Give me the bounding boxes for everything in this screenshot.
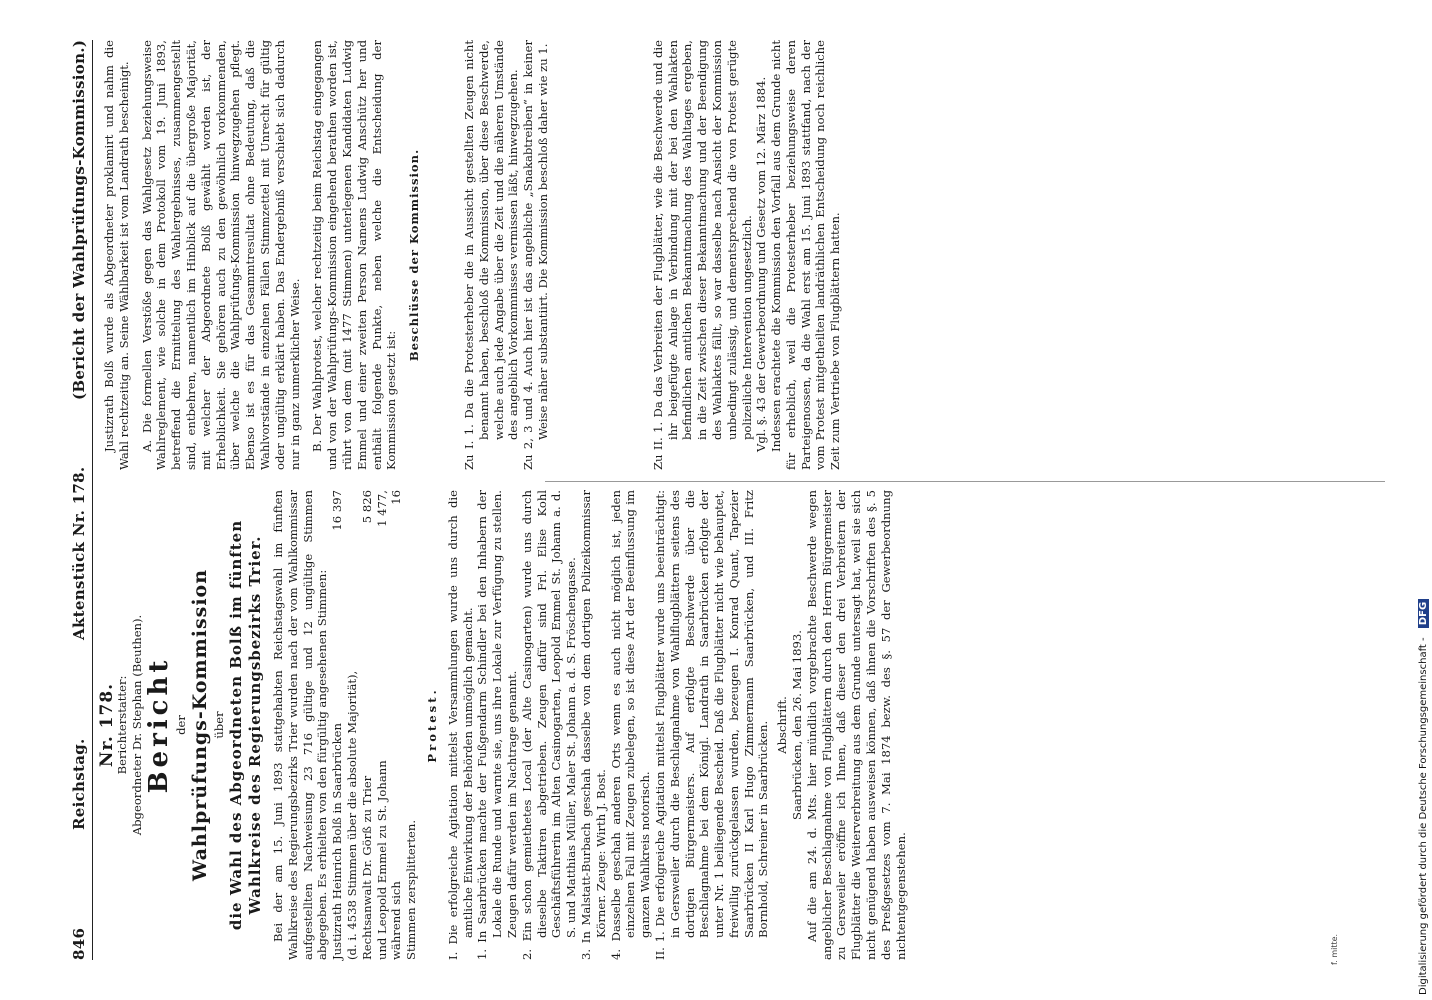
vote-row [375,490,390,960]
vote-list [330,490,419,960]
vote-row [330,490,345,960]
abschrift-label: Abschrift. [775,696,790,754]
opening-paragraph: Justizrath Bolß wurde als Abgeordneter proklamirt und nahm die Wahl rechtzeitig an. Seine Wählbarkeit ist vom Landrath bescheinigt. [102,40,131,470]
decision-ii1: Zu II. 1. Da das Verbreiten der Flugblätter, wie die Beschwerde und die ihr beigefügte Anlage in Verbindung mit der bei den Wahlakten befindlichen amtlichen Bekanntmachung des Wahltages ergeben, in die Zeit zwischen dieser Bekanntmachung und der Beendigung des Wahlaktes fällt, so war dasselbe nach Ansicht der Kommission unbedingt zulässig, und dementsprechend die von Protest gerügte polizeiliche Intervention ungesetzlich. [650,40,754,470]
document-number: Nr. 178. [97,682,117,768]
vote-value: 16 [389,490,404,505]
commission-title: Wahlprüfungs-Kommission [189,568,212,882]
vote-name: Rechtsanwalt Dr. Görß zu Trier [359,775,374,960]
dfg-logo: DFG [1418,599,1429,628]
header-aktenstueck: Aktenstück Nr. 178. [70,466,88,640]
column-right [102,40,843,470]
decision-i234: Zu 2, 3 und 4. Auch hier ist das angebliche „Snakabtreiben“ in keiner Weise näher substantiirt. Die Kommission beschloß daher wie zu 1. [521,40,550,470]
vote-value: 1 477, [374,490,389,527]
protest-item: II. 1. Die erfolgreiche Agitation mittelst Flugblätter wurde uns beeinträchtigt: in Gersweiler durch die Beschlagnahme von Wahlflugblättern seitens des dortigen Bürgermeisters. Auf erfolgte Beschwerde über die Beschlagnahme bei dem Königl. Landrath in Saarbrücken erfolgte der unter Nr. 1 beiliegende Bescheid. Daß die Flugblätter nicht wie behauptet, freiwillig zurückgelassen wurden, bezeugen I. Konrad Quant, Tapezier Saarbrücken II Karl Hugo Zimmermann Saarbrücken, und III. Fritz Bornhold, Schreiner in Saarbrücken. [652,490,771,960]
protest-heading: Protest. [424,687,439,763]
protest-item: 4. Dasselbe geschah anderen Orts wenn es auch nicht möglich ist, jeden einzelnen Fall mit Zeugen zubelegen, so ist diese Art der Beeinflussung im ganzen Wahlkreis notorisch. [608,490,653,960]
paragraph-b: B. Der Wahlprotest, welcher rechtzeitig beim Reichstag eingegangen und von der Wahlprüfungs-Kommission eingehend berathen worden ist, rührt von dem (mit 1477 Stimmen) unterlegenen Kandidaten Ludwig Emmel und einer zweiten Person Namens Ludwig Anschütz her und enthält folgende Punkte, neben welche die Entscheidung der Kommission gesetzt ist: [310,40,399,470]
header-left: Reichstag. [70,738,88,830]
title-der: der [174,715,189,735]
reference-vgl: Vgl. §. 43 der Gewerbeordnung und Gesetz vom 12. März 1884. [754,76,769,452]
reporter-name: Abgeordneter Dr. Stephan (Beuthen). [129,614,144,836]
place-date: Saarbrücken, den 26. Mai 1893. [790,630,805,820]
vote-row [360,490,375,960]
vote-name: während sich [389,881,404,960]
protest-item: 2. Ein schon gemiethetes Local (der Alte Casinogarten) wurde uns durch dieselbe Taktiren abgetrieben. Zeugen dafür sind Frl. Elise Kohl Geschäftsführerin im Alten Casinogarten, Leopold Emmel St. Johann a. d. S. und Matthias Müller, Maler St. Johann a. d. S. Fröschengasse. [519,490,579,960]
margin-note: f. mitte. [1330,933,1339,965]
vote-name: und Leopold Emmel zu St. Johann [374,760,389,960]
vote-name: (d. i. 4538 Stimmen über die absolute Majorität), [344,670,359,960]
digitization-text: Digitalisierung gefördert durch die Deutsche Forschungsgemeinschaft - [1418,637,1429,995]
paragraph-indessen: Indessen erachtete die Kommission den Vorfall aus dem Grunde nicht für erheblich, weil die Protesterheber beziehungsweise deren Parteigenossen, da die Wahl erst am 15. Juni 1893 stattfand, nach der vom Protest mitgetheilten landräthlichen Entscheidung noch reichliche Zeit zum Vertriebe von Flugblättern hatten. [769,40,843,470]
decision-i1: Zu I. 1. Da die Protesterheber die in Aussicht gestellten Zeugen nicht benannt haben, beschloß die Kommission, über diese Beschwerde, welche auch jede Angabe über die Zeit und die näheren Umstände des angeblich Vorkommnisses vermissen läßt, hinwegzugehen. [461,40,521,470]
letter-text: Auf die am 24. d. Mts. hier mündlich vorgebrachte Beschwerde wegen angeblicher Beschlagnahme von Flugblättern durch den Herrn Bürgermeister zu Gersweiler eröffne ich Ihnen, daß dieser den drei Verbreitern der Flugblätter die Weiterverbreitung aus dem Grunde untersagt hat, weil sie sich nicht genügend haben ausweisen können, daß ihnen die Vorschriften des §. 5 des Preßgesetzes vom 7. Mai 1874 bezw. des §. 57 der Gewerbeordnung nichtentgegenstehen. [804,490,908,960]
vote-row [389,490,404,960]
page-number: 846 [70,927,88,960]
digitization-credit [1418,599,1429,995]
vote-value: 5 826 [359,490,374,524]
vote-row [404,490,419,960]
column-divider [545,481,1385,482]
title-ueber: über [212,711,227,739]
intro-paragraph: Bei der am 15. Juni 1893 stattgehabten Reichstagswahl im fünften Wahlkreise des Regierungsbezirks Trier wurden nach der vom Wahlkommissar aufgestellten Nachweisung 23 716 gültige und 12 ungültige Stimmen abgegeben. Es erhielten von den fürgültig angesehenen Stimmen: [270,490,330,960]
protest-item: 1. In Saarbrücken machte der Fußgendarm Schindler bei den Inhabern der Lokale die Runde und warnte sie, uns ihre Lokale zur Verfügung zu stellen. Zeugen dafür werden im Nachtrage genannt. [475,490,519,960]
vote-value: 16 397 [330,490,345,531]
report-title: Bericht [144,656,175,794]
vote-name: Stimmen zersplitterten. [404,819,419,960]
reporter-label: Berichterstatter: [114,675,129,775]
report-subject: die Wahl des Abgeordneten Bolß im fünften Wahlkreise des Regierungsbezirks Trier. [226,519,264,931]
decisions-heading: Beschlüsse der Kommission. [407,148,422,362]
protest-item: 3. In Malstatt-Burbach geschah dasselbe von dem dortigen Polizeikommissar Körner. Zeuge: Wirth J. Bost. [578,490,608,960]
column-left [97,490,908,960]
header-rule [92,40,93,960]
header-right: (Bericht der Wahlprüfungs-Kommission.) [70,39,88,400]
vote-row [345,490,360,960]
paragraph-a: A. Die formellen Verstöße gegen das Wahlgesetz beziehungsweise Wahlreglement, wie solche in dem Protokoll vom 19. Juni 1893, betreffend die Ermittelung des Wahlergebnisses, zusammengestellt sind, entbehren, namentlich im Hinblick auf die übergroße Majorität, mit welcher der Abgeordnete Bolß gewählt worden ist, der Erheblichkeit. Sie gehören auch zu den gewöhnlich vorkommenden, über welche die Wahlprüfungs-Kommission hinwegzugehen pflegt. Ebenso ist es für das Gesammtresultat ohne Bedeutung, daß die Wahlvorstände in einzelnen Fällen Stimmzettel mit Unrecht für gültig oder ungültig erklärt haben. Das Endergebniß verschiebt sich dadurch nur in ganz unmerklicher Weise. [139,40,302,470]
protest-item: I. Die erfolgreiche Agitation mittelst Versammlungen wurde uns durch die amtliche Einwirkung der Behörden unmöglich gemacht. [445,490,475,960]
vote-name: Justizrath Heinrich Bolß in Saarbrücken [330,723,345,960]
protest-items [446,490,772,960]
